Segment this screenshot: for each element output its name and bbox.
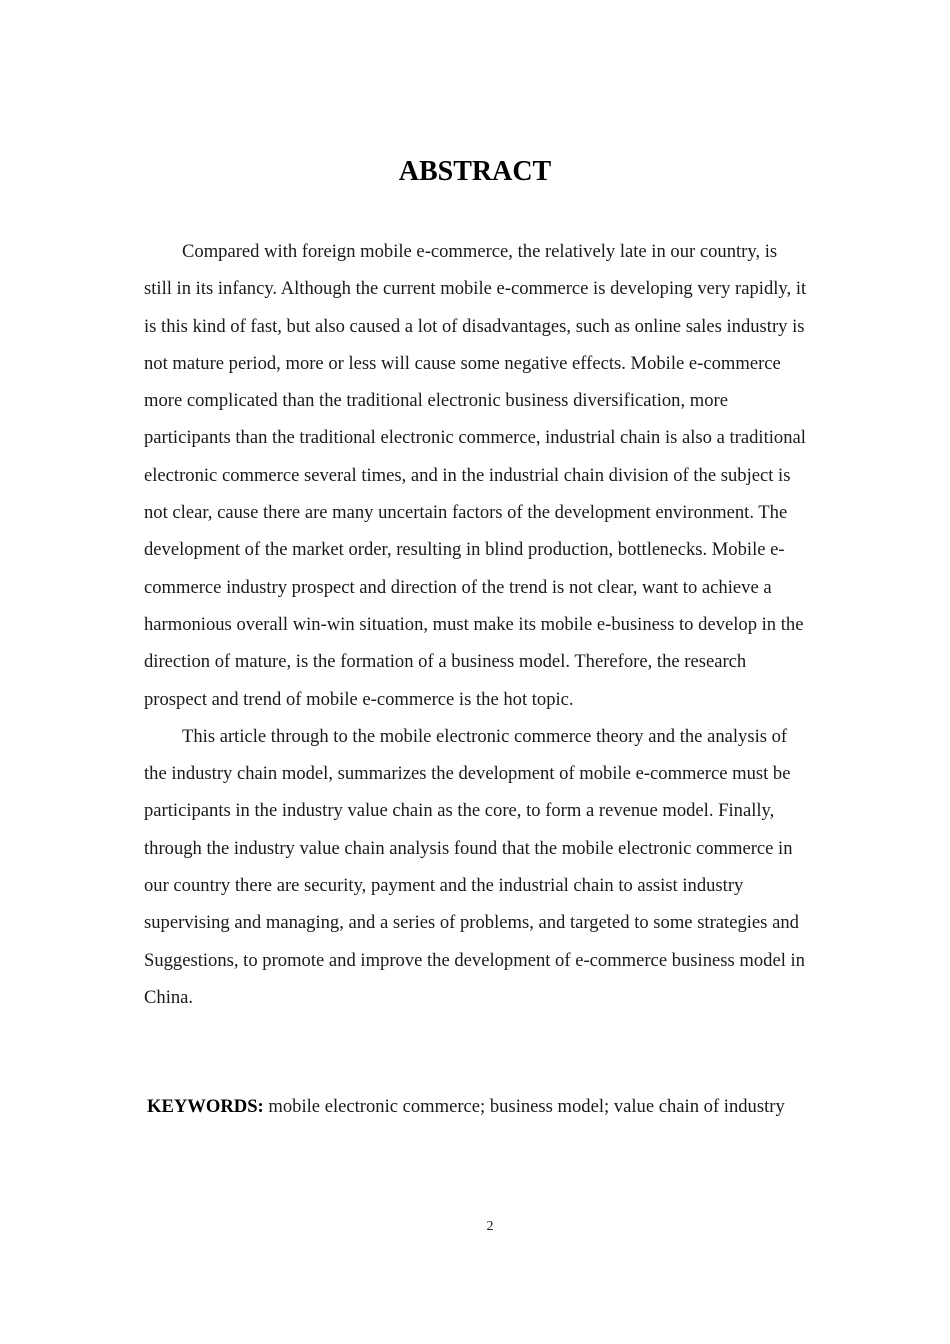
page-number: 2 bbox=[486, 1219, 494, 1234]
abstract-paragraph-1: Compared with foreign mobile e-commerce, the relatively late in our country, is still in its infancy. Although the current mobile e-commerce is developing very rapidly, it is this kind of fast, but also caused a lot of disadvantages, such as online sales industry is not mature period, more or less will cause some negative effects. Mobile e-commerce more complicated than the traditional electronic business diversification, more participants than the traditional electronic commerce, industrial chain is also a traditional electronic commerce several times, and in the industrial chain division of the subject is not clear, cause there are many uncertain factors of the development environment. The development of the market order, resulting in blind production, bottlenecks. Mobile e-commerce industry prospect and direction of the trend is not clear, want to achieve a harmonious overall win-win situation, must make its mobile e-business to develop in the direction of mature, is the formation of a business model. Therefore, the research prospect and trend of mobile e-commerce is the hot topic. bbox=[144, 241, 807, 710]
abstract-body bbox=[144, 233, 808, 1016]
abstract-paragraph-2: This article through to the mobile electronic commerce theory and the analysis of the industry chain model, summarizes the development of mobile e-commerce must be participants in the industry value chain as the core, to form a revenue model. Finally, through the industry value chain analysis found that the mobile electronic commerce in our country there are security, payment and the industrial chain to assist industry supervising and managing, and a series of problems, and targeted to some strategies and Suggestions, to promote and improve the development of e-commerce business model in China. bbox=[144, 725, 805, 1008]
keywords-line bbox=[147, 1088, 827, 1125]
keywords-label: KEYWORDS: bbox=[147, 1096, 264, 1117]
abstract-title: ABSTRACT bbox=[398, 156, 552, 187]
keywords-text: mobile electronic commerce; business model; value chain of industry bbox=[263, 1096, 785, 1117]
